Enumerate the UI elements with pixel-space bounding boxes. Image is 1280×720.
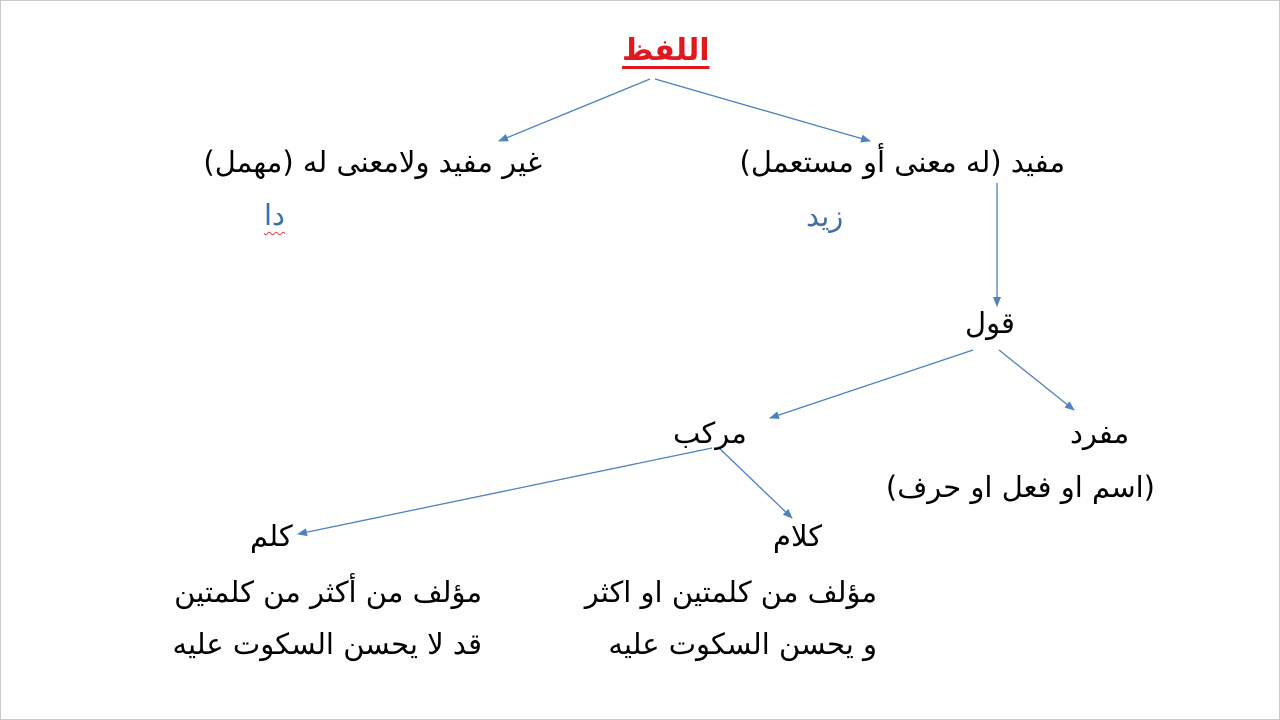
example-useless: [264, 198, 285, 232]
arrow-root-to-useful: [655, 79, 870, 141]
node-kalim: كلم: [250, 519, 293, 553]
kalim-description-line2: قد لا يحسن السكوت عليه: [172, 627, 482, 661]
node-mufrad: مفرد: [1070, 416, 1130, 450]
kalam-description-line2: و يحسن السكوت عليه: [608, 627, 877, 661]
arrow-murakkab-to-kalim: [298, 448, 712, 534]
node-kalam: كلام: [773, 519, 823, 553]
arrow-murakkab-to-kalam: [718, 447, 792, 518]
node-qawl: قول: [965, 306, 1015, 340]
kalam-description-line1: مؤلف من كلمتين او اكثر: [584, 575, 877, 609]
arrow-root-to-useless: [499, 79, 650, 141]
arrow-qawl-to-murakkab: [770, 350, 973, 418]
arrow-qawl-to-mufrad: [999, 350, 1074, 410]
node-useless: غير مفيد ولامعنى له (مهمل): [203, 145, 542, 179]
example-useful: زيد: [806, 199, 844, 233]
node-useful: مفيد (له معنى أو مستعمل): [739, 145, 1065, 179]
example-useless-text: دا: [264, 198, 285, 232]
mufrad-description: (اسم او فعل او حرف): [885, 470, 1155, 504]
node-murakkab: مركب: [673, 416, 747, 450]
kalim-description-line1: مؤلف من أكثر من كلمتين: [174, 575, 482, 609]
root-node-title: اللفظ: [622, 33, 710, 68]
